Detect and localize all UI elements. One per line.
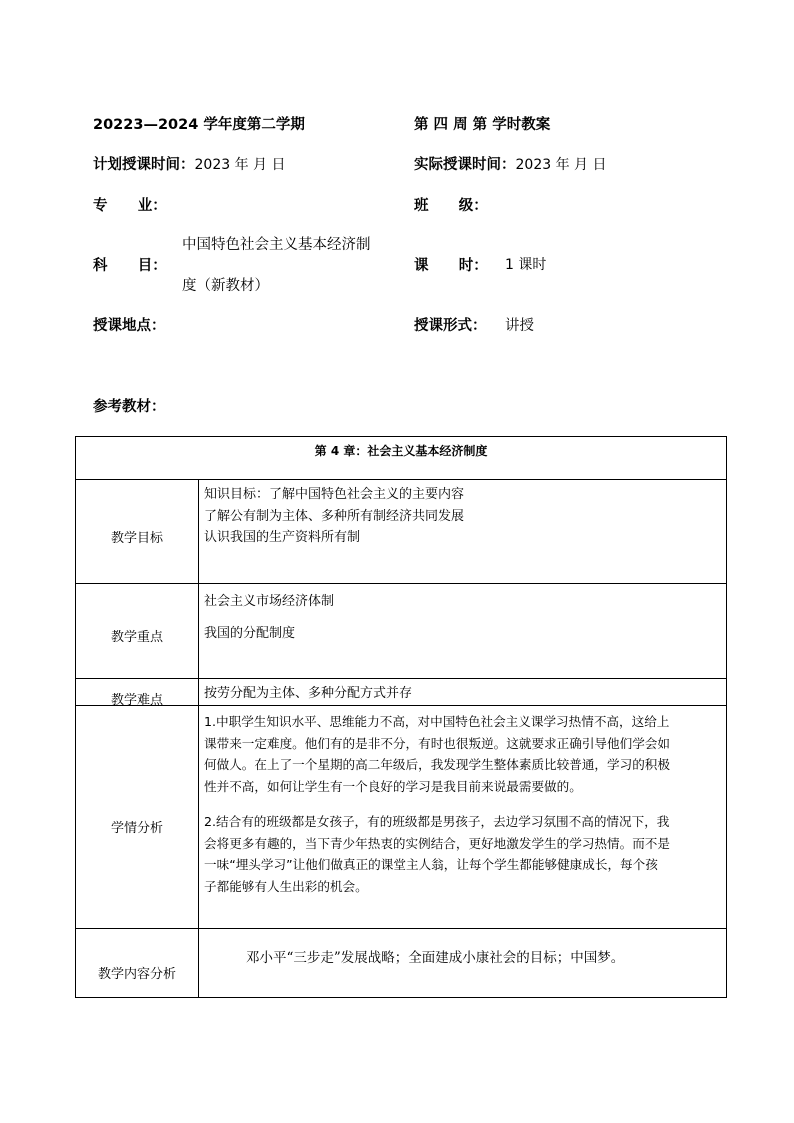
actual-time-label: 实际授课时间： (414, 157, 516, 173)
subject-value-line2: 度（新教材） (182, 278, 269, 294)
actual-time-value: 2023 年 月 日 (515, 157, 607, 173)
key-points-label: 教学重点 (110, 630, 163, 645)
major-label: 专 业： (93, 198, 167, 214)
goals-line: 认识我国的生产资料所有制 (204, 530, 361, 545)
hours-value: 1 课时 (505, 257, 547, 273)
planned-time-value: 2023 年 月 日 (194, 157, 286, 173)
form-label: 授课形式： (414, 318, 487, 334)
analysis-line: 何做人。在上了一个星期的高二年级后，我发现学生整体素质比较普通，学习的积极 (204, 757, 670, 772)
table-divider (76, 583, 726, 584)
table-divider (76, 678, 726, 679)
location-label: 授课地点： (93, 318, 166, 334)
student-analysis-content (204, 711, 720, 897)
form-value: 讲授 (505, 318, 534, 334)
planned-time (93, 153, 285, 174)
difficulties-label: 教学难点 (110, 693, 163, 708)
goals-line: 知识目标：了解中国特色社会主义的主要内容 (204, 487, 465, 502)
goals-content (204, 484, 720, 549)
analysis-line: 子都能够有人生出彩的机会。 (204, 878, 368, 894)
key-points-content (204, 591, 720, 644)
chapter-title: 第 4 章：社会主义基本经济制度 (314, 444, 488, 458)
analysis-line: 一味“埋头学习”让他们做真正的课堂主人翁，让每个学生都能够健康成长，每个孩 (204, 857, 658, 872)
week-lesson-title: 第 四 周 第 学时教案 (414, 117, 551, 133)
key-point-line: 社会主义市场经济体制 (204, 594, 335, 609)
key-point-line: 我国的分配制度 (204, 625, 296, 641)
analysis-line: 1.中职学生知识水平、思维能力不高，对中国特色社会主义课学习热情不高，这给上 (204, 714, 670, 729)
hours-label: 课 时： (414, 258, 488, 274)
subject-label: 科 目： (93, 258, 167, 274)
table-column-divider (198, 479, 199, 997)
difficulties-content: 按劳分配为主体、多种分配方式并存 (204, 686, 413, 701)
lesson-plan-table (75, 436, 727, 998)
analysis-line: 2.结合有的班级都是女孩子，有的班级都是男孩子，去边学习氛围不高的情况下，我 (204, 814, 670, 829)
table-divider (76, 928, 726, 929)
class-label: 班 级： (414, 198, 488, 214)
goals-line: 了解公有制为主体、多种所有制经济共同发展 (204, 508, 465, 524)
actual-time (414, 153, 606, 174)
analysis-line: 性并不高，如何让学生有一个良好的学习是我目前来说最需要做的。 (204, 778, 582, 794)
analysis-line: 会将更多有趣的，当下青少年热衷的实例结合，更好地激发学生的学习热情。而不是 (204, 835, 670, 851)
content-analysis-label: 教学内容分析 (97, 967, 176, 982)
planned-time-label: 计划授课时间： (93, 157, 195, 173)
student-analysis-label: 学情分析 (110, 821, 163, 836)
subject-value-line1: 中国特色社会主义基本经济制 (182, 237, 371, 253)
semester-title: 20223—2024 学年度第二学期 (93, 117, 305, 133)
analysis-line: 课带来一定难度。他们有的是非不分，有时也很叛逆。这就要求正确引导他们学会如 (204, 735, 670, 751)
table-divider (76, 479, 726, 480)
goals-label: 教学目标 (110, 531, 163, 546)
textbook-label: 参考教材： (93, 399, 166, 415)
content-analysis-content: 邓小平“三步走”发展战略；全面建成小康社会的目标；中国梦。 (246, 950, 625, 966)
